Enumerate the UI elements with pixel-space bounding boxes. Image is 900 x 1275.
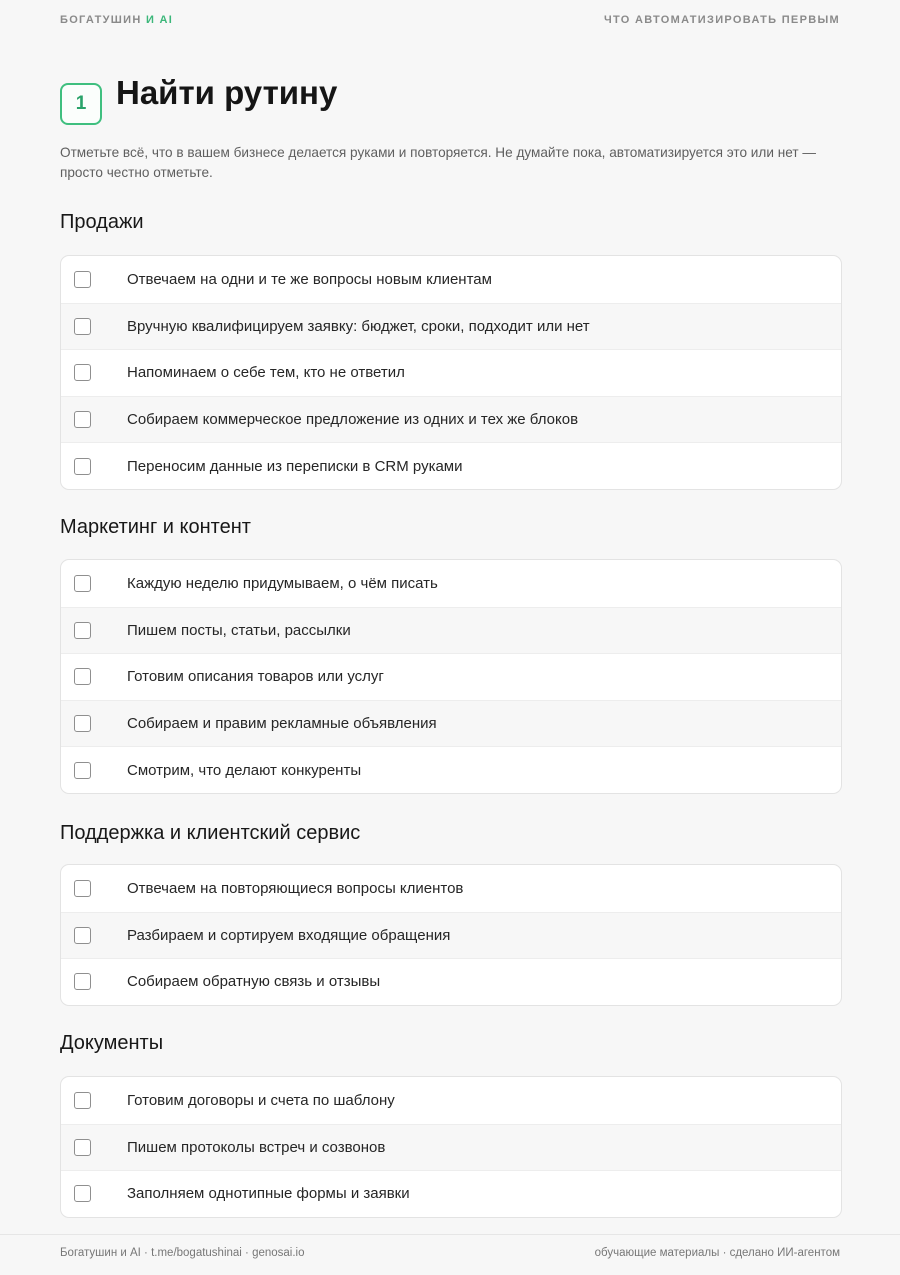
step-number-badge: 1 (60, 83, 102, 125)
checklist-item[interactable] (61, 958, 841, 1005)
checklist-item[interactable] (61, 1077, 841, 1124)
checklist-sales (60, 255, 842, 490)
checklist-documents (60, 1076, 842, 1218)
checkbox[interactable] (74, 973, 91, 990)
checklist-item[interactable] (61, 865, 841, 912)
checklist-item[interactable] (61, 1170, 841, 1217)
section-title-documents: Документы (60, 1032, 164, 1054)
checkbox[interactable] (74, 271, 91, 288)
section-title-marketing: Маркетинг и контент (60, 516, 251, 538)
brand-accent: И AI (145, 14, 174, 26)
checklist-item[interactable] (61, 746, 841, 793)
checkbox[interactable] (74, 880, 91, 897)
checklist-item-label: Готовим описания товаров или услуг (127, 668, 384, 686)
checklist-item[interactable] (61, 442, 841, 489)
checklist-item-label: Собираем и правим рекламные объявления (127, 715, 437, 733)
checklist-item-label: Отвечаем на повторяющиеся вопросы клиентов (127, 879, 464, 897)
intro-text: Отметьте всё, что в вашем бизнесе делается руками и повторяется. Не думайте пока, автоматизируется это или нет — просто честно отметьте. (60, 145, 816, 180)
checklist-item-label: Готовим договоры и счета по шаблону (127, 1091, 395, 1109)
checklist-item[interactable] (61, 560, 841, 607)
page-footer (0, 1234, 900, 1275)
footer-note: обучающие материалы · сделано ИИ-агентом (594, 1247, 840, 1259)
document-topic: ЧТО АВТОМАТИЗИРОВАТЬ ПЕРВЫМ (603, 14, 840, 26)
checklist-support (60, 864, 842, 1006)
checkbox[interactable] (74, 1139, 91, 1156)
checkbox[interactable] (74, 927, 91, 944)
checkbox[interactable] (74, 622, 91, 639)
checklist-marketing (60, 559, 842, 794)
checklist-item-label: Собираем коммерческое предложение из одних и тех же блоков (127, 411, 579, 429)
checkbox[interactable] (74, 364, 91, 381)
checklist-item[interactable] (61, 653, 841, 700)
checklist-item[interactable] (61, 349, 841, 396)
checklist-item-label: Собираем обратную связь и отзывы (127, 973, 381, 991)
checklist-item[interactable] (61, 396, 841, 443)
checklist-item-label: Заполняем однотипные формы и заявки (127, 1185, 410, 1203)
checklist-item[interactable] (61, 700, 841, 747)
checkbox[interactable] (74, 318, 91, 335)
brand-name: БОГАТУШИН (60, 14, 142, 26)
checklist-item[interactable] (61, 1124, 841, 1171)
checklist-item[interactable] (61, 256, 841, 303)
section-title-support: Поддержка и клиентский сервис (60, 822, 361, 844)
checkbox[interactable] (74, 668, 91, 685)
checkbox[interactable] (74, 458, 91, 475)
checklist-item-label: Вручную квалифицируем заявку: бюджет, сроки, подходит или нет (127, 317, 590, 335)
checkbox[interactable] (74, 762, 91, 779)
checklist-item[interactable] (61, 303, 841, 350)
checklist-item[interactable] (61, 912, 841, 959)
brand-label (60, 14, 173, 26)
checklist-item-label: Каждую неделю придумываем, о чём писать (127, 574, 438, 592)
checklist-item-label: Пишем посты, статьи, рассылки (127, 621, 351, 639)
checkbox[interactable] (74, 715, 91, 732)
checkbox[interactable] (74, 411, 91, 428)
checklist-item-label: Смотрим, что делают конкуренты (127, 761, 362, 779)
page-title: Найти рутину (116, 74, 338, 111)
checklist-item-label: Пишем протоколы встреч и созвонов (127, 1138, 386, 1156)
checklist-item-label: Отвечаем на одни и те же вопросы новым клиентам (127, 270, 492, 288)
checklist-item-label: Переносим данные из переписки в CRM руками (127, 457, 463, 475)
checklist-item[interactable] (61, 607, 841, 654)
checkbox[interactable] (74, 1185, 91, 1202)
step-heading (60, 74, 337, 125)
section-title-sales: Продажи (60, 211, 144, 233)
checklist-item-label: Разбираем и сортируем входящие обращения (127, 926, 451, 944)
checkbox[interactable] (74, 1092, 91, 1109)
checklist-item-label: Напоминаем о себе тем, кто не ответил (127, 364, 405, 382)
top-bar (60, 14, 840, 26)
footer-credits: Богатушин и AI · t.me/bogatushinai · genosai.io (60, 1247, 305, 1259)
checkbox[interactable] (74, 575, 91, 592)
